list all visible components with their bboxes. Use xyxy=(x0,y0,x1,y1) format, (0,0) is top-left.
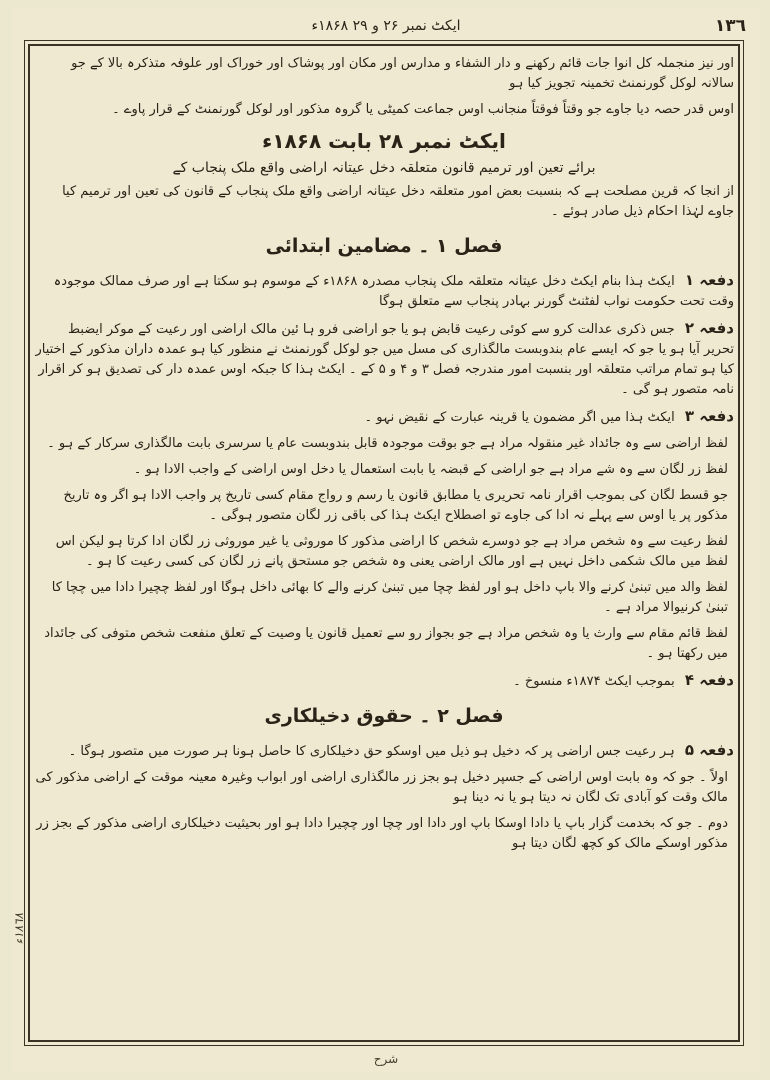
definition: جو قسط لگان کی بموجب اقرار نامہ تحریری یا مطابق قانون یا رسم و رواج مقام کسی تاریخ پر واجب الادا ہو اگر وہ تاریخ مذکور پر یا اوس سے پہلے نہ ادا کی جاوے تو اصطلاح ایکٹ ہذا کی باقی زر لگان متصور ہوگی ۔ xyxy=(63,488,728,523)
section-5 xyxy=(34,740,734,762)
section-label: دفعہ ۳ xyxy=(684,407,734,425)
footer-mark: شرح xyxy=(373,1052,399,1066)
section-text: ایکٹ ہذا میں اگر مضمون یا قرینہ عبارت کے نقیض نہو ۔ xyxy=(364,410,675,425)
definition: لفظ والد میں تبنیٰ کرنے والا باپ داخل ہو اور لفظ چچا میں تبنیٰ کرنے والے کا بھائی داخل ہوگا اور لفظ چچیرا دادا میں چچا کا تبنیٰ کرنیوالا مراد ہے ۔ xyxy=(51,580,728,615)
intro-line: اوس قدر حصہ دیا جاوے جو وقتاً فوقتاً منجانب اوس جماعت کمیٹی یا گروہ مذکور اور لوکل گورنمنٹ کے قرار پاوے ۔ xyxy=(112,102,734,117)
page-header xyxy=(12,16,760,38)
running-head: ایکٹ نمبر ۲۶ و ۲۹ ۱۸۶۸ء xyxy=(311,18,461,34)
definition: لفظ زر لگان سے وہ شے مراد ہے جو اراضی کے قبضہ یا بابت استعمال یا دخل اوس اراضی کے واجب الادا ہو ۔ xyxy=(133,462,728,477)
section-text: ایکٹ ہذا بنام ایکٹ دخل عیتانہ متعلقہ ملک پنجاب مصدرہ ۱۸۶۸ء کے موسوم ہو سکتا ہے اور صرف ممالک موجودہ وقت تحت حکومت نواب لفٹنٹ گورنر بہادر پنجاب سے متعلق ہوگا xyxy=(53,274,734,309)
page-number: ١٣٦ xyxy=(714,16,746,36)
page-content xyxy=(34,54,734,1034)
definition: لفظ اراضی سے وہ جائداد غیر منقولہ مراد ہے جو بوقت موجودہ قابل بندوبست عام یا سرسری بابت مالگذاری سرکار کے ہو ۔ xyxy=(47,436,728,451)
section-3 xyxy=(34,406,734,428)
section-label: دفعہ ۲ xyxy=(684,319,734,337)
act-subtitle: برائے تعین اور ترمیم قانون متعلقہ دخل عیتانہ اراضی واقع ملک پنجاب کے xyxy=(172,160,596,176)
clause: اولاً ۔ جو کہ وہ بابت اوس اراضی کے جسپر دخیل ہو بجز زر مالگذاری اراضی اور ابواب وغیرہ معینہ موقت کے اراضی مذکور کی مالک وقت کو آبادی تک لگان نہ دیتا ہو یا نہ دینا ہو xyxy=(35,770,728,805)
definition: لفظ رعیت سے وہ شخص مراد ہے جو دوسرے شخص کا اراضی مذکور کا موروثی یا غیر موروثی زر لگان ادا کرتا ہو لیکن اس لفظ میں مالک شکمی داخل نہیں ہے اور مالک اراضی یعنی وہ شخص جو مستحق پانے زر لگان کی کسی رعیت کا ہو ۔ xyxy=(55,534,728,569)
section-label: دفعہ ۱ xyxy=(684,271,734,289)
section-text: جس ذکری عدالت کرو سے کوئی رعیت قابض ہو یا جو اراضی فرو ہا ئین مالک اراضی اور رعیت کے موکر ایضبط تحریر آیا ہو یا جو کہ ایسے عام بندوبست مالگذاری کی مسل میں جو لوکل گورنمنٹ نے منظور کیا ہو عمدہ داران مذکور کے اختیار کیا ہو تمام مراتب متعلقہ اور بنسبت امور مندرجہ فصل ۳ و ۴ و ۵ کے ۔ ایکٹ ہذا کا جبکہ اوس عمدہ دار کی تصدیق ہو کر اقرار نامہ متصور ہو گی ۔ xyxy=(35,322,734,397)
chapter-1-title: فصل ۱ ۔ مضامین ابتدائی xyxy=(265,235,503,257)
act-title: ایکٹ نمبر ۲۸ بابت ۱۸۶۸ء xyxy=(262,129,506,153)
section-label: دفعہ ۵ xyxy=(684,741,734,759)
margin-annotation: ١٨٦٨ء xyxy=(12,913,26,945)
chapter-2-title: فصل ۲ ۔ حقوق دخیلکاری xyxy=(264,705,504,727)
section-label: دفعہ ۴ xyxy=(684,671,734,689)
section-1 xyxy=(34,270,734,312)
document-page xyxy=(12,8,760,1072)
section-2 xyxy=(34,318,734,400)
section-text: ہر رعیت جس اراضی پر کہ دخیل ہو ذیل میں اوسکو حق دخیلکاری کا حاصل ہونا ہر صورت میں متصور ہوگا ۔ xyxy=(68,744,675,759)
intro-line: اور نیز منجملہ کل انوا جات قائم رکھنے و دار الشفاء و مدارس اور مکان اور پوشاک اور خوراک اور علوفہ متذکرہ بالا کے جو سالانہ لوکل گورنمنٹ تخمینہ تجویز کیا ہو xyxy=(71,56,734,91)
clause: دوم ۔ جو کہ بخدمت گزار باپ یا دادا اوسکا باپ اور دادا اور چچا اور چچیرا دادا ہو اور بحیثیت دخیلکاری اراضی مذکور کے بجز زر مذکور اوسکے مالک کو کچھ لگان دیتا ہو xyxy=(36,816,728,851)
definition: لفظ قائم مقام سے وارث یا وہ شخص مراد ہے جو بجواز رو سے تعمیل قانون یا وصیت کے تعلق منفعت شخص متوفی کی جائداد میں رکھتا ہو ۔ xyxy=(44,626,728,661)
section-4 xyxy=(34,670,734,692)
section-text: بموجب ایکٹ ۱۸۷۴ء منسوخ ۔ xyxy=(513,674,675,689)
act-preamble: از انجا کہ قرین مصلحت ہے کہ بنسبت بعض امور متعلقہ دخل عیتانہ اراضی واقع ملک پنجاب کے قانون کی تعین اور ترمیم کیا جاوے لہٰذا احکام ذیل صادر ہوئے ۔ xyxy=(62,184,734,219)
